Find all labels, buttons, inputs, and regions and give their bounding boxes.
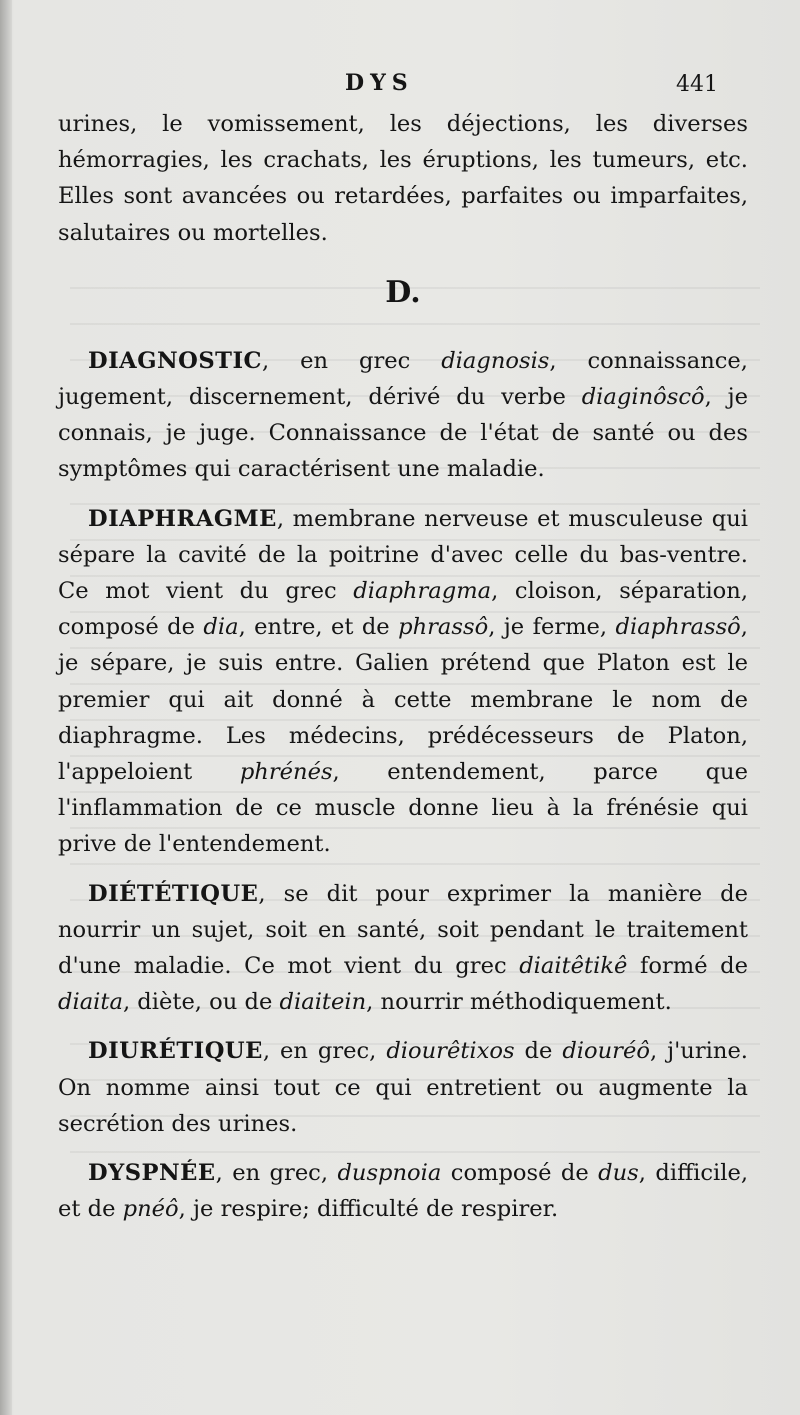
- entry-text: , connaissance, jugement, discernement, dérivé du verbe: [58, 347, 748, 411]
- continued-paragraph: urines, le vomissement, les déjections, les diverses hémorragies, les crachats, les éruptions, les tumeurs, etc. Elles sont avancées ou retardées, parfaites ou imparfaites, salutaires ou mortelles.: [58, 111, 748, 246]
- greek-term: diaitein: [279, 989, 367, 1016]
- greek-term: diaginôscô: [581, 384, 705, 411]
- entry-text: , j'urine. On nomme ainsi tout ce qui entretient ou augmente la secrétion des urines.: [58, 1038, 748, 1137]
- greek-term: diagnosis: [441, 347, 550, 374]
- dictionary-entry: [58, 343, 748, 488]
- entry-headword: DIURÉTIQUE: [88, 1038, 263, 1065]
- entry-headword: DIÉTÉTIQUE: [88, 880, 259, 907]
- entry-text: formé de: [627, 953, 748, 980]
- greek-term: dia: [203, 614, 239, 641]
- entry-text: , entre, et de: [238, 614, 399, 641]
- entry-text: , en grec,: [262, 1038, 387, 1065]
- entry-text: , nourrir méthodiquement.: [366, 989, 672, 1016]
- entry-text: , se dit pour exprimer la manière de nourrir un sujet, soit en santé, soit pendant le traitement d'une maladie. Ce mot vient du grec: [58, 880, 748, 980]
- entry-text: , difficile, et de: [58, 1160, 749, 1223]
- entry-text: composé de: [441, 1160, 599, 1187]
- greek-term: pnéô: [122, 1196, 179, 1223]
- greek-term: diaitêtikê: [519, 953, 628, 980]
- page-number: 441: [676, 72, 718, 97]
- greek-term: diaphrassô: [615, 614, 741, 641]
- greek-term: dus: [598, 1160, 639, 1187]
- entry-text: , je connais, je juge. Connaissance de l'état de santé ou des symptômes qui caractérisent une maladie.: [58, 384, 748, 483]
- greek-term: diourêtixos: [386, 1038, 515, 1065]
- entry-text: , en grec: [262, 347, 442, 374]
- entry-text: , je ferme,: [488, 614, 616, 641]
- entry-text: , diète, ou de: [122, 989, 280, 1016]
- page-edge-shadow: [0, 0, 12, 1415]
- entry-text: , en grec,: [215, 1160, 338, 1187]
- entry-headword: DIAPHRAGME: [88, 505, 277, 532]
- section-letter: D.: [385, 274, 421, 310]
- greek-term: duspnoia: [337, 1160, 442, 1187]
- greek-term: phrénés: [239, 759, 333, 786]
- page-header: [0, 68, 800, 104]
- greek-term: diaita: [58, 989, 123, 1016]
- text-block: [58, 106, 748, 1240]
- dictionary-entry: [58, 1155, 748, 1227]
- greek-term: phrassô: [398, 614, 489, 641]
- running-head: DYS: [345, 70, 414, 96]
- entry-text: , entendement, parce que l'inflammation de ce muscle donne lieu à la frénésie qui prive de l'entendement.: [58, 759, 748, 858]
- greek-term: diaphragma: [353, 578, 492, 605]
- dictionary-entry: [58, 501, 748, 863]
- entry-headword: DIAGNOSTIC: [88, 347, 263, 374]
- entry-text: de: [514, 1038, 563, 1065]
- entry-text: , je sépare, je suis entre. Galien prétend que Platon est le premier qui ait donné à cette membrane le nom de diaphragme. Les médecins, prédécesseurs de Platon, l'appeloient: [58, 614, 748, 786]
- entry-headword: DYSPNÉE: [88, 1160, 216, 1187]
- greek-term: diouréô: [562, 1038, 650, 1065]
- dictionary-entry: [58, 1033, 748, 1142]
- entry-text: , je respire; difficulté de respirer.: [178, 1196, 559, 1223]
- entry-text: , membrane nerveuse et musculeuse qui sépare la cavité de la poitrine d'avec celle du bas-ventre. Ce mot vient du grec: [58, 505, 748, 605]
- dictionary-entries: [58, 343, 748, 1228]
- dictionary-entry: [58, 876, 748, 1021]
- entry-text: , cloison, séparation, composé de: [58, 578, 749, 641]
